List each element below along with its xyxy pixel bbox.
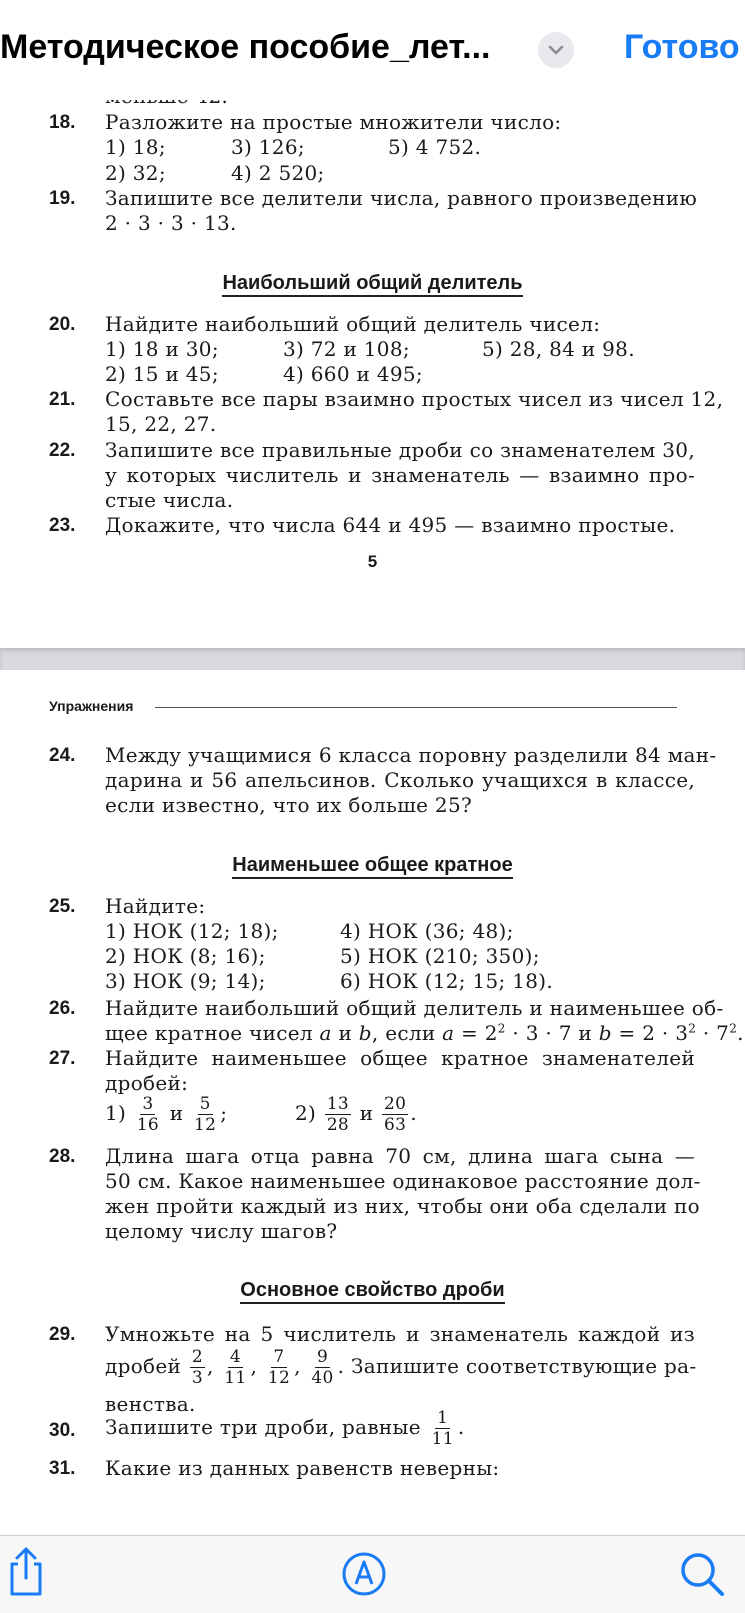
- exponent: 2: [497, 1021, 506, 1036]
- text-part: . Запишите соответствующие ра-: [337, 1354, 697, 1378]
- option: 3) 126;: [231, 135, 305, 159]
- problem-text: если известно, что их больше 25?: [105, 793, 473, 817]
- problem-text: Найдите:: [105, 894, 206, 918]
- problem-text: Докажите, что числа 644 и 495 — взаимно простые.: [105, 513, 676, 537]
- option: 2) 32;: [105, 161, 166, 185]
- exponent: 2: [729, 1021, 738, 1036]
- text-part: .: [410, 1101, 417, 1125]
- fraction-row: [105, 1408, 464, 1449]
- fraction-row: дробей $\frac{2}{3}$ , $\frac{4}{11}$ , $\frac{7}{12}$ , $\frac{9}{40}$ . Запишите соответствующие ра-: [105, 1347, 697, 1388]
- option: 5) НОК (210; 350);: [340, 944, 540, 968]
- fraction: [266, 1347, 292, 1388]
- option: 1) 18;: [105, 135, 166, 159]
- problem-number: 20.: [49, 314, 76, 335]
- problem-number: 22.: [49, 440, 76, 461]
- document-title[interactable]: Методическое пособие_лет...: [0, 28, 491, 66]
- text-part: ;: [220, 1101, 228, 1125]
- denominator: 3: [191, 1368, 203, 1388]
- problem-number: 29.: [49, 1324, 76, 1345]
- problem-number: 30.: [49, 1420, 76, 1441]
- denominator: 12: [267, 1368, 291, 1388]
- problem-text: 15, 22, 27.: [105, 412, 217, 436]
- variable: b: [358, 1021, 372, 1045]
- section-rule: [155, 707, 677, 708]
- math-part: · 3 · 7 и: [512, 1021, 593, 1045]
- share-icon: [4, 1546, 48, 1598]
- problem-text: Умножьте на 5 числитель и знаменатель каждой из: [105, 1322, 695, 1346]
- option: 1) НОК (12; 18);: [105, 919, 279, 943]
- problem-number: 28.: [49, 1146, 76, 1167]
- text-part: .: [457, 1415, 465, 1439]
- numerator: 5: [199, 1094, 211, 1114]
- problem-text: Разложите на простые множители число:: [105, 110, 562, 134]
- page-number: 5: [367, 552, 378, 571]
- variable: a: [442, 1021, 455, 1045]
- problem-text: Найдите наименьшее общее кратное знаменателей: [105, 1046, 695, 1070]
- text-part: щее кратное чисел: [105, 1021, 313, 1045]
- problem-text: Запишите все правильные дроби со знаменателем 30,: [105, 438, 695, 462]
- option: 3) 72 и 108;: [283, 337, 410, 361]
- fraction: [222, 1347, 248, 1388]
- search-button[interactable]: [678, 1550, 726, 1598]
- option: 1) 18 и 30;: [105, 337, 219, 361]
- fraction: [192, 1094, 218, 1135]
- option: 2) НОК (8; 16);: [105, 944, 266, 968]
- denominator: 16: [136, 1115, 160, 1135]
- item-index: 2): [295, 1101, 317, 1125]
- problem-text: венства.: [105, 1392, 196, 1416]
- section-heading: [0, 272, 745, 295]
- problem-number: 24.: [49, 745, 76, 766]
- problem-number: 27.: [49, 1048, 76, 1069]
- problem-text: жен пройти каждый из них, чтобы они оба сделали по: [105, 1194, 700, 1218]
- problem-text: Какие из данных равенств неверны:: [105, 1456, 500, 1480]
- numerator: 7: [273, 1347, 285, 1367]
- problem-text: дробей:: [105, 1071, 189, 1095]
- problem-number: 23.: [49, 515, 76, 536]
- section-heading: [0, 854, 745, 877]
- problem-number: 21.: [49, 389, 76, 410]
- text-part: , если: [371, 1021, 436, 1045]
- chevron-down-icon: [547, 44, 565, 56]
- text-part: дробей: [105, 1354, 182, 1378]
- share-button[interactable]: [4, 1546, 48, 1598]
- problem-text: Найдите наибольший общий делитель чисел:: [105, 312, 601, 336]
- denominator: 63: [384, 1115, 407, 1135]
- markup-icon: [340, 1550, 388, 1598]
- math-part: = 2: [461, 1021, 498, 1045]
- item-index: 1): [105, 1101, 127, 1125]
- problem-text: 2 · 3 · 3 · 13.: [105, 211, 237, 235]
- numerator: 13: [326, 1094, 350, 1114]
- fraction: [325, 1094, 351, 1135]
- problem-text: 50 см. Какое наименьшее одинаковое расстояние дол-: [105, 1169, 701, 1193]
- numerator: 3: [142, 1094, 154, 1114]
- fraction: [135, 1094, 161, 1135]
- problem-text: Составьте все пары взаимно простых чисел из чисел 12,: [105, 387, 724, 411]
- option: 4) НОК (36; 48);: [340, 919, 514, 943]
- numerator: 20: [384, 1094, 407, 1114]
- problem-text: [105, 1021, 744, 1045]
- navigation-bar: [0, 0, 745, 100]
- math-part: · 7: [702, 1021, 730, 1045]
- title-menu-button[interactable]: [538, 32, 574, 68]
- denominator: 40: [311, 1368, 334, 1388]
- problem-text: Запишите все делители числа, равного произведению: [105, 186, 698, 210]
- denominator: 12: [194, 1115, 217, 1135]
- option: 5) 28, 84 и 98.: [482, 337, 635, 361]
- section-label: Упражнения: [49, 698, 134, 714]
- text-part: и: [359, 1101, 374, 1125]
- option: 3) НОК (9; 14);: [105, 969, 266, 993]
- fraction-row: [105, 1094, 227, 1135]
- text-part: и: [338, 1021, 353, 1045]
- numerator: 9: [316, 1347, 329, 1367]
- heading-text: Основное свойство дроби: [240, 1279, 504, 1304]
- option: 4) 2 520;: [231, 161, 325, 185]
- fraction-row: [295, 1094, 417, 1135]
- problem-number: 19.: [49, 188, 76, 209]
- option: 2) 15 и 45;: [105, 362, 219, 386]
- text-part: и: [169, 1101, 184, 1125]
- problem-number: 26.: [49, 998, 76, 1019]
- option: 6) НОК (12; 15; 18).: [340, 969, 554, 993]
- numerator: 1: [437, 1408, 449, 1428]
- problem-number: 31.: [49, 1458, 76, 1479]
- problem-text: Длина шага отца равна 70 см, длина шага сына —: [105, 1144, 695, 1168]
- fraction: [382, 1094, 408, 1135]
- math-part: = 2 · 3: [618, 1021, 689, 1045]
- problem-text: у которых числитель и знаменатель — взаимно про-: [105, 463, 695, 487]
- page-separator: [0, 648, 745, 670]
- math-part: .: [737, 1021, 744, 1045]
- numerator: 4: [229, 1347, 241, 1367]
- option: 5) 4 752.: [388, 135, 482, 159]
- done-button[interactable]: Готово: [624, 28, 740, 66]
- fraction: [430, 1408, 456, 1449]
- denominator: 11: [224, 1368, 247, 1388]
- problem-text: Между учащимися 6 класса поровну разделили 84 ман-: [105, 743, 717, 767]
- denominator: 28: [326, 1115, 350, 1135]
- problem-number: 25.: [49, 896, 76, 917]
- problem-number: 18.: [49, 112, 76, 133]
- denominator: 11: [431, 1429, 454, 1449]
- problem-text: дарина и 56 апельсинов. Сколько учащихся в классе,: [105, 768, 695, 792]
- section-heading: [0, 1279, 745, 1302]
- variable: a: [319, 1021, 332, 1045]
- search-icon: [678, 1550, 726, 1598]
- variable: b: [598, 1021, 612, 1045]
- fraction: [190, 1347, 205, 1388]
- option: 4) 660 и 495;: [283, 362, 423, 386]
- bottom-toolbar: [0, 1535, 745, 1613]
- problem-text: Найдите наибольший общий делитель и наименьшее об-: [105, 996, 724, 1020]
- heading-text: Наибольший общий делитель: [222, 272, 522, 297]
- exponent: 2: [688, 1021, 697, 1036]
- text-part: Запишите три дроби, равные: [105, 1415, 421, 1439]
- markup-button[interactable]: [340, 1550, 388, 1598]
- problem-text: целому числу шагов?: [105, 1219, 338, 1243]
- numerator: 2: [191, 1347, 203, 1367]
- heading-text: Наименьшее общее кратное: [232, 854, 512, 879]
- problem-text: стые числа.: [105, 488, 234, 512]
- fraction: [309, 1347, 335, 1388]
